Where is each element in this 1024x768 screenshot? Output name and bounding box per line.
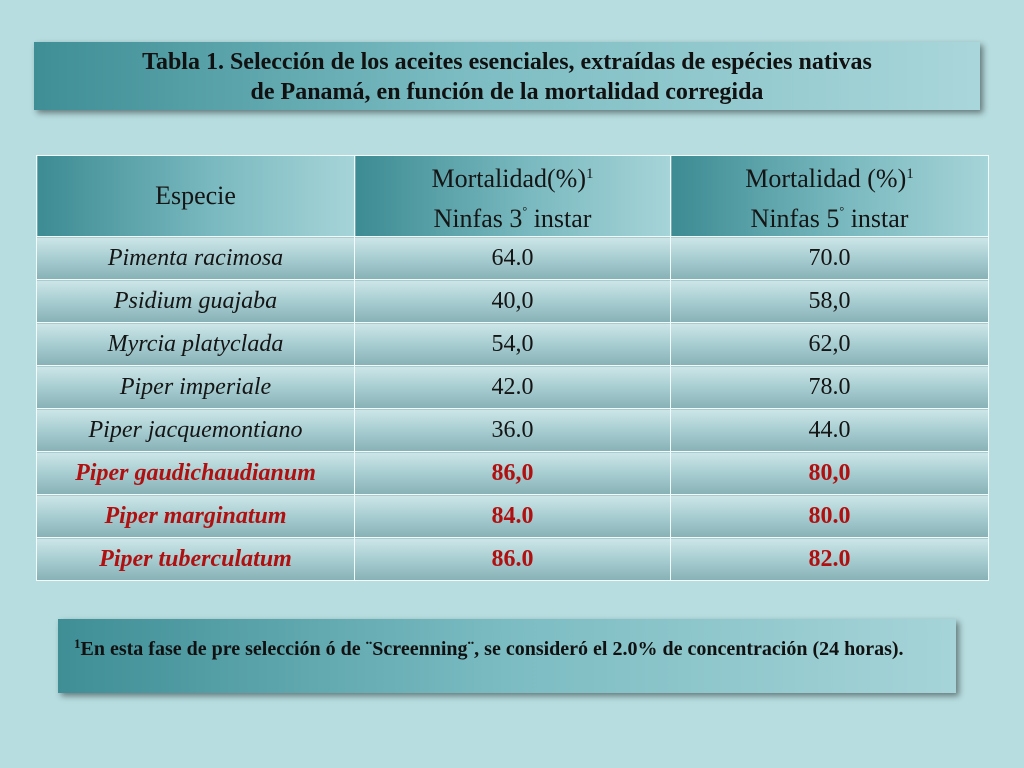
- table-row: [37, 538, 989, 581]
- table-row: [37, 323, 989, 366]
- species-cell: Myrcia platyclada: [37, 323, 355, 366]
- species-cell: Piper jacquemontiano: [37, 409, 355, 452]
- header-mortality-3rd-degree: °: [522, 203, 528, 218]
- header-mortality-5th-degree: °: [839, 203, 845, 218]
- mortality-5th-cell: 78.0: [671, 366, 989, 409]
- table-row: [37, 409, 989, 452]
- footnote: [58, 619, 956, 693]
- mortality-5th-cell: 58,0: [671, 280, 989, 323]
- mortality-3rd-cell: 84.0: [355, 495, 671, 538]
- header-mortality-5th-sub-b: instar: [844, 203, 909, 233]
- header-mortality-5th-sub: [671, 195, 988, 235]
- mortality-5th-cell: 80.0: [671, 495, 989, 538]
- table-row: [37, 452, 989, 495]
- mortality-5th-cell: 82.0: [671, 538, 989, 581]
- header-mortality-5th-footnote-mark: 1: [906, 165, 914, 182]
- header-species: Especie: [37, 156, 355, 237]
- mortality-5th-cell: 44.0: [671, 409, 989, 452]
- header-mortality-3rd-sub-a: Ninfas 3: [433, 203, 523, 233]
- species-cell: Piper imperiale: [37, 366, 355, 409]
- footnote-mark: 1: [74, 636, 81, 651]
- table-title: [34, 42, 980, 110]
- mortality-3rd-cell: 54,0: [355, 323, 671, 366]
- table-row: [37, 280, 989, 323]
- footnote-text: En esta fase de pre selección ó de ¨Screenning¨, se consideró el 2.0% de concentración (24 horas).: [80, 638, 904, 660]
- title-line-2: de Panamá, en función de la mortalidad corregida: [250, 79, 764, 105]
- species-cell: Piper marginatum: [37, 495, 355, 538]
- species-cell: Piper tuberculatum: [37, 538, 355, 581]
- species-cell: Pimenta racimosa: [37, 237, 355, 280]
- header-mortality-3rd: [355, 156, 671, 237]
- species-cell: Piper gaudichaudianum: [37, 452, 355, 495]
- mortality-3rd-cell: 36.0: [355, 409, 671, 452]
- table-row: [37, 495, 989, 538]
- table-header-row: [37, 156, 989, 237]
- species-cell: Psidium guajaba: [37, 280, 355, 323]
- header-mortality-3rd-sub-b: instar: [527, 203, 592, 233]
- mortality-3rd-cell: 42.0: [355, 366, 671, 409]
- mortality-3rd-cell: 64.0: [355, 237, 671, 280]
- mortality-3rd-cell: 86.0: [355, 538, 671, 581]
- header-mortality-5th-label: Mortalidad (%): [745, 163, 907, 193]
- mortality-3rd-cell: 40,0: [355, 280, 671, 323]
- table-row: [37, 366, 989, 409]
- mortality-table: [36, 155, 989, 581]
- mortality-5th-cell: 62,0: [671, 323, 989, 366]
- table-row: [37, 237, 989, 280]
- title-line-1: Tabla 1. Selección de los aceites esenciales, extraídas de espécies nativas: [142, 49, 872, 75]
- header-mortality-3rd-sub: [355, 195, 670, 235]
- header-mortality-3rd-label: Mortalidad(%): [431, 163, 586, 193]
- mortality-5th-cell: 70.0: [671, 237, 989, 280]
- header-mortality-5th-sub-a: Ninfas 5: [750, 203, 840, 233]
- mortality-5th-cell: 80,0: [671, 452, 989, 495]
- mortality-3rd-cell: 86,0: [355, 452, 671, 495]
- header-mortality-3rd-footnote-mark: 1: [586, 165, 594, 182]
- header-mortality-5th: [671, 156, 989, 237]
